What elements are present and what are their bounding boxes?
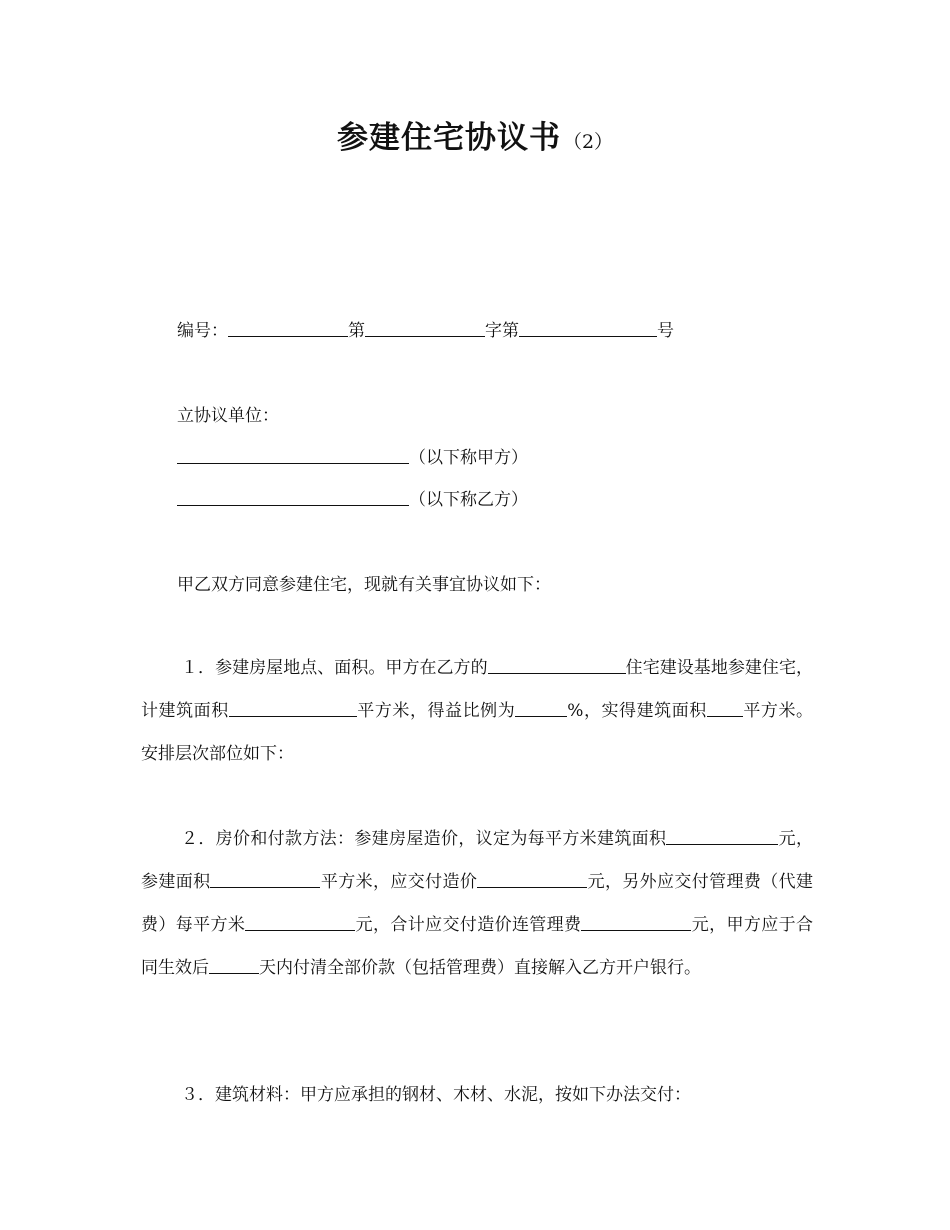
title-text: 参建住宅协议书 bbox=[336, 120, 561, 156]
clause-2-total-blank bbox=[581, 912, 691, 931]
number-zidi: 字第 bbox=[485, 321, 519, 341]
clause-1-actual-area-blank bbox=[707, 698, 743, 717]
party-a-blank bbox=[177, 445, 409, 464]
clause-2-text-3: 平方米，应交付造价 bbox=[320, 872, 478, 892]
clause-1-text-1: １．参建房屋地点、面积。甲方在乙方的 bbox=[181, 658, 488, 678]
clause-1-text-4: %，实得建筑面积 bbox=[567, 701, 707, 721]
party-b-line bbox=[177, 480, 857, 520]
clause-1-ratio-blank bbox=[515, 698, 567, 717]
clause-3: ３．建筑材料：甲方应承担的钢材、木材、水泥，按如下办法交付： bbox=[181, 1085, 691, 1105]
clause-1-text-3: 平方米，得益比例为 bbox=[356, 701, 516, 721]
title-suffix: （2） bbox=[562, 131, 614, 153]
clause-2-text-5: 元，合计应交付造价连管理费 bbox=[355, 915, 582, 935]
number-label: 编号： bbox=[177, 321, 228, 341]
number-blank-1 bbox=[228, 318, 348, 337]
number-hao: 号 bbox=[657, 321, 674, 341]
party-b-suffix: （以下称乙方） bbox=[409, 490, 528, 510]
document-title bbox=[0, 112, 950, 157]
number-blank-3 bbox=[519, 318, 657, 337]
clause-2-days-blank bbox=[209, 955, 259, 974]
clause-2-text-7: 天内付清全部价款（包括管理费）直接解入乙方开户银行。 bbox=[259, 958, 701, 978]
party-a-suffix: （以下称甲方） bbox=[409, 448, 528, 468]
clause-2-cost-blank bbox=[477, 869, 587, 888]
clause-1 bbox=[141, 647, 813, 776]
party-a-line bbox=[177, 438, 857, 478]
clause-2-fee-blank bbox=[245, 912, 355, 931]
intro-paragraph: 甲乙双方同意参建住宅，现就有关事宜协议如下： bbox=[177, 575, 551, 595]
number-blank-2 bbox=[365, 318, 485, 337]
clause-1-text-5: 平方米。安排层次部位如下： bbox=[141, 701, 814, 764]
party-b-blank bbox=[177, 487, 409, 506]
clause-1-area-blank bbox=[229, 698, 357, 717]
clause-2-area-blank bbox=[210, 869, 320, 888]
clause-2 bbox=[141, 818, 813, 990]
number-line bbox=[177, 311, 857, 351]
clause-2-text-1: ２．房价和付款方法：参建房屋造价，议定为每平方米建筑面积 bbox=[181, 829, 667, 849]
clause-2-text-4: 元，另外应交付管理费（代建费）每平方米 bbox=[141, 872, 814, 935]
clause-2-text-6: 元，甲方应于合同生效后 bbox=[141, 915, 814, 978]
clause-1-location-blank bbox=[488, 655, 626, 674]
clause-1-text-2: 住宅建设基地参建住宅，计建筑面积 bbox=[141, 658, 814, 721]
clause-2-unit-price-blank bbox=[666, 826, 778, 845]
parties-label: 立协议单位： bbox=[177, 406, 279, 426]
clause-2-text-2: 元，参建面积 bbox=[141, 829, 814, 892]
number-di: 第 bbox=[348, 321, 365, 341]
